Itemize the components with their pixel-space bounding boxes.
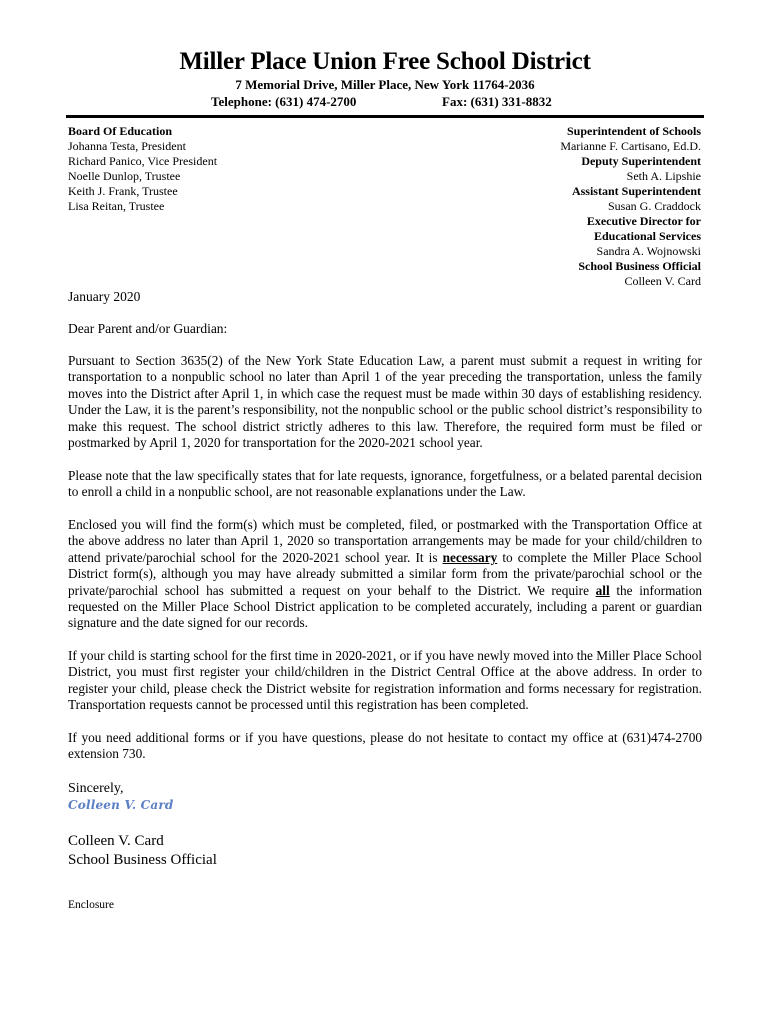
admin-name: Susan G. Craddock — [608, 199, 701, 213]
admin-role: School Business Official — [578, 259, 701, 273]
admin-role: Executive Director for — [586, 214, 701, 228]
board-member: Keith J. Frank, Trustee — [68, 184, 178, 198]
fax: Fax: (631) 331-8832 — [442, 94, 552, 109]
emphasis-all: all — [595, 582, 610, 598]
board-heading: Board Of Education — [68, 124, 173, 138]
board-member: Richard Panico, Vice President — [68, 154, 218, 168]
signer-name: Colleen V. Card — [68, 833, 164, 849]
enclosure-note: Enclosure — [68, 899, 114, 911]
board-member: Lisa Reitan, Trustee — [68, 199, 165, 213]
administration — [560, 124, 701, 289]
paragraph-3-text: the information requested on the Miller Place School District application to be completed accurately, including a parent or guardian signature and the date signed for our records. — [68, 582, 702, 631]
signer-title: School Business Official — [68, 852, 217, 868]
salutation: Dear Parent and/or Guardian: — [68, 321, 228, 336]
paragraph-3 — [68, 517, 702, 632]
admin-name: Sandra A. Wojnowski — [596, 244, 701, 258]
admin-role: Educational Services — [594, 229, 701, 243]
admin-name: Colleen V. Card — [624, 274, 701, 288]
admin-name: Seth A. Lipshie — [626, 169, 701, 183]
paragraph-5: If you need additional forms or if you have questions, please do not hesitate to contact my office at (631)474-2700 extension 730. — [68, 730, 702, 762]
paragraph-3-text: Enclosed you will find the form(s) which must be completed, filed, or postmarked with the Transportation Office at the above address no later than April 1, 2020 so transportation arrangements may be made for your child/children to attend private/parochial school for the 2020-2021 school year. It is — [68, 517, 702, 565]
emphasis-necessary: necessary — [442, 549, 498, 565]
paragraph-2: Please note that the law specifically states that for late requests, ignorance, forgetfulness, or a belated parental decision to enroll a child in a nonpublic school, are not reasonable explanations under the Law. — [68, 468, 702, 500]
district-address: 7 Memorial Drive, Miller Place, New York 11764-2036 — [235, 77, 535, 92]
board-member: Johanna Testa, President — [68, 139, 186, 153]
paragraph-4: If your child is starting school for the first time in 2020-2021, or if you have newly moved into the Miller Place School District, you must first register your child/children in the District Central Office at the above address. In order to register your child, please check the District website for registration information and forms necessary for registration. Transportation requests cannot be processed until this registration has been completed. — [68, 648, 702, 713]
admin-role: Deputy Superintendent — [581, 154, 701, 168]
header-rule — [66, 115, 704, 118]
letter-date: January 2020 — [68, 289, 141, 304]
admin-name: Marianne F. Cartisano, Ed.D. — [560, 139, 701, 153]
board-member: Noelle Dunlop, Trustee — [68, 169, 181, 183]
admin-role: Superintendent of Schools — [566, 124, 701, 138]
paragraph-3-text: to complete the Miller Place School District form(s), although you may have already submitted a similar form from the private/parochial school or the private/parochial school has submitted a request on your behalf to the District. We require — [68, 549, 702, 598]
telephone: Telephone: (631) 474-2700 — [211, 94, 357, 109]
admin-role: Assistant Superintendent — [571, 184, 701, 198]
district-title: Miller Place Union Free School District — [179, 48, 591, 75]
paragraph-1: Pursuant to Section 3635(2) of the New York State Education Law, a parent must submit a request in writing for transportation to a nonpublic school no later than April 1 of the year preceding the transportation, unless the family moves into the District after April 1, in which case the request must be made within 30 days of establishing residency. Under the Law, it is the parent’s responsibility, not the nonpublic school or the public school district’s responsibility to make this request. The school district strictly adheres to this law. Therefore, the required form must be filed or postmarked by April 1, 2020 for transportation for the 2020-2021 school year. — [68, 353, 702, 451]
board-of-education — [68, 124, 217, 214]
signature: Colleen V. Card — [68, 798, 174, 812]
closing: Sincerely, — [68, 781, 124, 796]
